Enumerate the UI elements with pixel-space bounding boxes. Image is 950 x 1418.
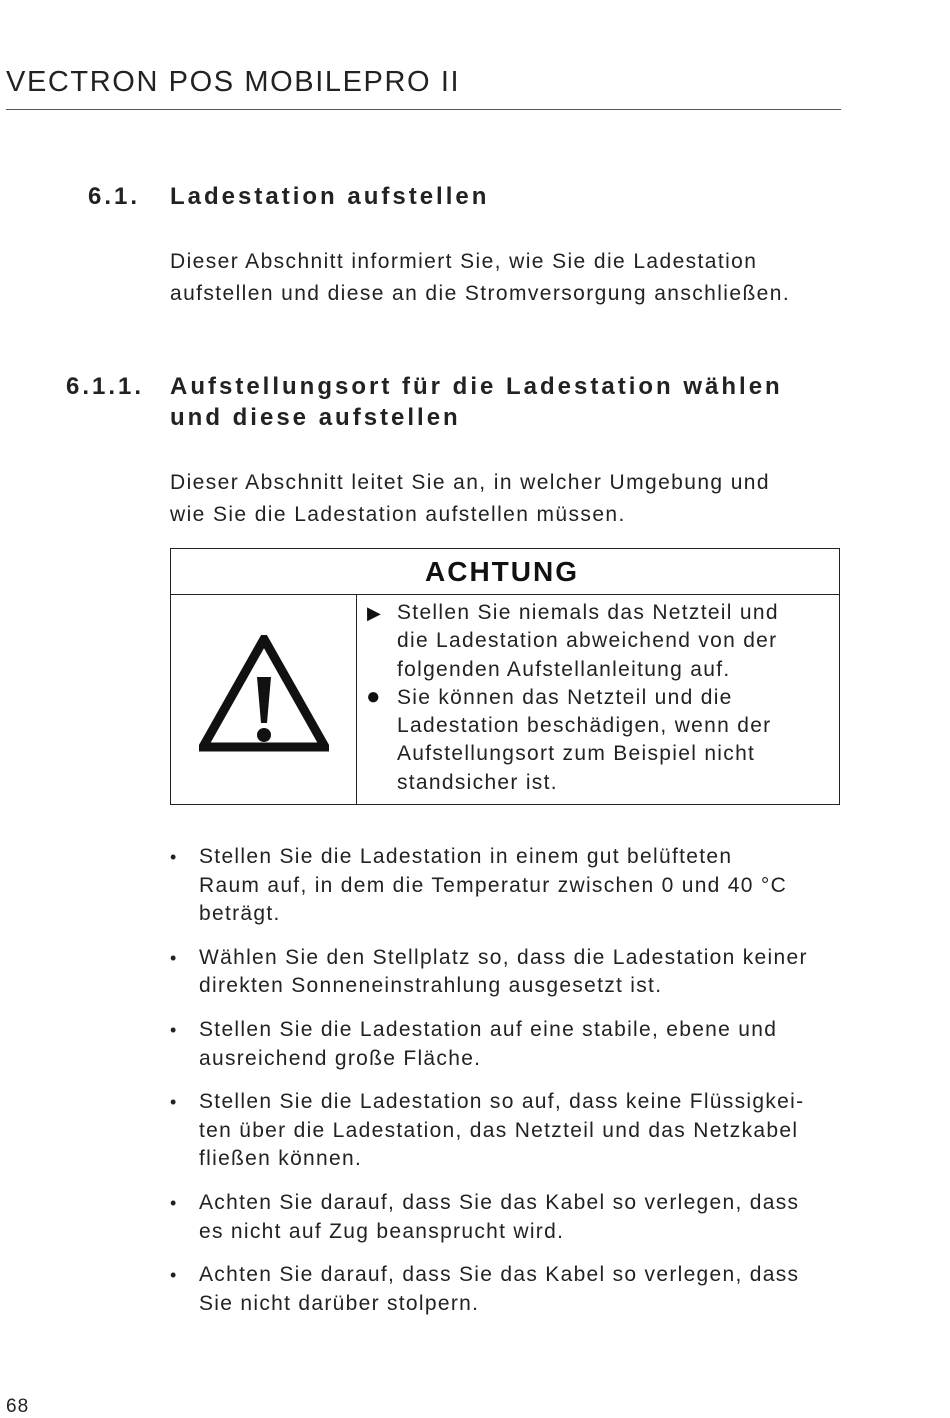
bullet-dot-icon: ● xyxy=(366,682,382,710)
section-6-1-1-body xyxy=(170,467,850,531)
list-item-line: ausreichend große Fläche. xyxy=(199,1046,482,1070)
list-item-line: ten über die Ladestation, das Netzteil und das Netzkabel xyxy=(199,1118,799,1142)
list-item-line: fließen können. xyxy=(199,1147,363,1171)
page-number: 68 xyxy=(6,1396,30,1417)
bullet-icon: • xyxy=(170,1092,178,1113)
list-item xyxy=(170,1189,860,1246)
running-head: VECTRON POS MOBILEPRO II xyxy=(6,66,461,98)
warning-item-line: Ladestation beschädigen, wenn der xyxy=(397,714,772,738)
list-item xyxy=(170,944,860,1001)
warning-item-line: standsicher ist. xyxy=(397,770,558,794)
section-6-1-1-body-line: Dieser Abschnitt leitet Sie an, in welcher Umgebung und xyxy=(170,471,770,494)
warning-item-line: Aufstellungsort zum Beispiel nicht xyxy=(397,742,756,766)
warning-list xyxy=(357,599,837,797)
warning-item xyxy=(357,599,837,684)
bullet-icon: • xyxy=(170,1265,178,1286)
instruction-list xyxy=(170,843,860,1333)
list-item xyxy=(170,1261,860,1318)
bullet-icon: • xyxy=(170,1192,178,1213)
section-6-1-1-number: 6.1.1. xyxy=(66,373,145,400)
bullet-icon: • xyxy=(170,1019,178,1040)
warning-title: ACHTUNG xyxy=(425,556,579,587)
section-6-1-1-title-line: Aufstellungsort für die Ladestation wählen xyxy=(170,373,783,400)
header-rule xyxy=(6,109,841,110)
section-6-1-1-title-line: und diese aufstellen xyxy=(170,404,461,431)
warning-item-line: Sie können das Netzteil und die xyxy=(397,685,733,709)
section-6-1-title: Ladestation aufstellen xyxy=(170,183,490,210)
list-item-line: Sie nicht darüber stolpern. xyxy=(199,1291,480,1315)
warning-title-cell xyxy=(171,549,839,595)
warning-item xyxy=(357,684,837,797)
list-item-line: beträgt. xyxy=(199,902,281,926)
list-item-line: es nicht auf Zug beansprucht wird. xyxy=(199,1219,565,1243)
warning-item-line: folgenden Aufstellanleitung auf. xyxy=(397,657,731,681)
bullet-icon: • xyxy=(170,847,178,867)
warning-triangle-icon xyxy=(199,635,329,753)
section-6-1-body-line: Dieser Abschnitt informiert Sie, wie Sie die Ladestation xyxy=(170,250,758,273)
section-6-1-1-body-line: wie Sie die Ladestation aufstellen müssen. xyxy=(170,503,626,526)
list-item xyxy=(170,1088,860,1174)
warning-item-line: Stellen Sie niemals das Netzteil und xyxy=(397,601,779,624)
list-item-line: direkten Sonneneinstrahlung ausgesetzt ist. xyxy=(199,974,663,998)
list-item-line: Achten Sie darauf, dass Sie das Kabel so verlegen, dass xyxy=(199,1263,800,1287)
list-item xyxy=(170,843,860,929)
section-6-1-1-title xyxy=(170,371,783,433)
list-item-line: Wählen Sie den Stellplatz so, dass die Ladestation keiner xyxy=(199,945,808,969)
bullet-icon: • xyxy=(170,947,178,968)
section-6-1-number: 6.1. xyxy=(88,183,141,210)
list-item-line: Stellen Sie die Ladestation in einem gut belüfteten xyxy=(199,845,733,868)
list-item-line: Stellen Sie die Ladestation auf eine stabile, ebene und xyxy=(199,1017,778,1041)
triangle-right-icon: ▶ xyxy=(367,603,383,623)
list-item xyxy=(170,1016,860,1073)
list-item-line: Stellen Sie die Ladestation so auf, dass keine Flüssigkei- xyxy=(199,1090,805,1114)
list-item-line: Achten Sie darauf, dass Sie das Kabel so verlegen, dass xyxy=(199,1190,800,1214)
warning-item-line: die Ladestation abweichend von der xyxy=(397,629,778,653)
warning-icon-cell xyxy=(171,595,357,804)
section-6-1-body-line: aufstellen und diese an die Stromversorgung anschließen. xyxy=(170,282,791,305)
warning-box xyxy=(170,548,840,805)
section-6-1-body xyxy=(170,246,850,310)
list-item-line: Raum auf, in dem die Temperatur zwischen 0 und 40 °C xyxy=(199,873,788,897)
